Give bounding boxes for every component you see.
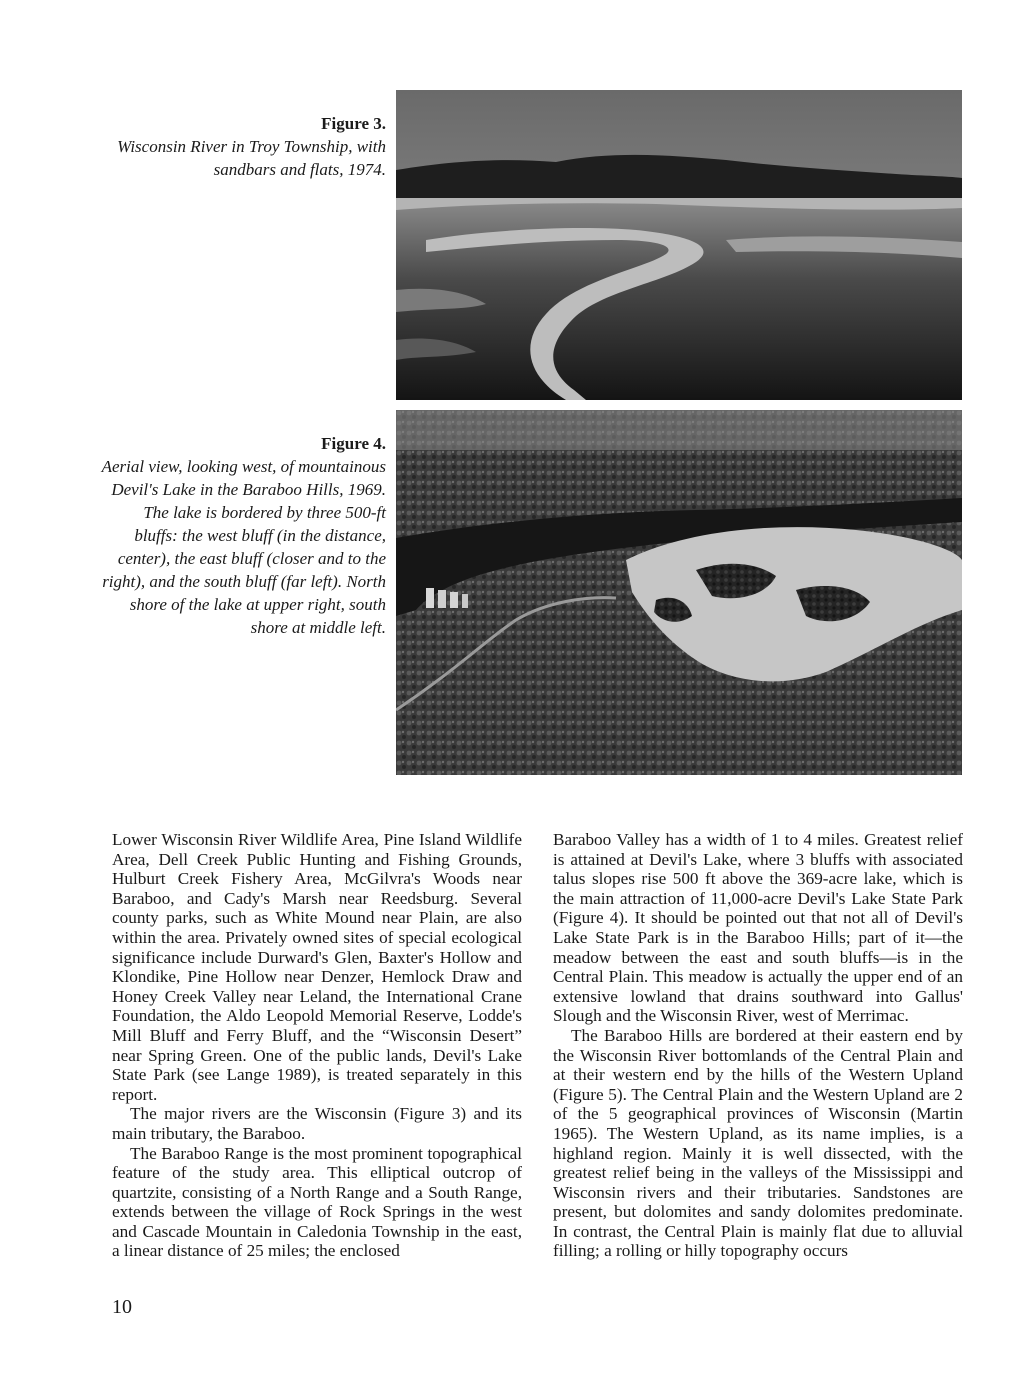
paragraph: The Baraboo Hills are bordered at their eastern end by the Wisconsin River bottomlands of the Central Plain and at their western end by the hills of the Western Upland (Figure 5). The Central Plain and the Western Upland are 2 of the 5 geographical provinces of Wisconsin (Martin 1965). The Western Upland, as its name implies, is a highland region. Mainly it is well dissected, with the greatest relief being in the valleys of the Mississippi and Wisconsin rivers and their tributaries. Sandstones are present, but dolomites and sandy dolomites predominate. In contrast, the Central Plain is mainly flat due to alluvial filling; a rolling or hilly topography occurs <box>553 1025 963 1261</box>
body-column-right <box>553 830 963 1261</box>
river-sandbar-photo <box>396 90 962 400</box>
figure-3-label: Figure 3. <box>321 114 386 133</box>
devils-lake-aerial-photo <box>396 410 962 775</box>
paragraph: The major rivers are the Wisconsin (Figure 3) and its main tributary, the Baraboo. <box>112 1104 522 1143</box>
figure-3-photo <box>396 90 962 400</box>
page-number: 10 <box>112 1296 132 1318</box>
paragraph: Lower Wisconsin River Wildlife Area, Pine Island Wildlife Area, Dell Creek Public Hunting and Fishing Grounds, Hulburt Creek Fishery Area, McGilvra's Woods near Baraboo, and Cady's Marsh near Reedsburg. Several county parks, such as White Mound near Plain, are also within the area. Privately owned sites of special ecological significance include Durward's Glen, Baxter's Hollow and Klondike, Pine Hollow near Denzer, Hemlock Draw and Honey Creek Valley near Leland, the International Crane Foundation, the Aldo Leopold Memorial Reserve, Lodde's Mill Bluff and Ferry Bluff, and the “Wisconsin Desert” near Spring Green. One of the public lands, Devil's Lake State Park (see Lange 1989), is treated separately in this report. <box>112 830 522 1104</box>
body-column-left <box>112 830 522 1261</box>
paragraph: The Baraboo Range is the most prominent topographical feature of the study area. This elliptical outcrop of quartzite, consisting of a North Range and a South Range, extends between the village of Rock Springs in the west and Cascade Mountain in Caledonia Township in the east, a linear distance of 25 miles; the enclosed <box>112 1143 522 1261</box>
figure-4-label: Figure 4. <box>321 434 386 453</box>
figure-3-caption <box>100 112 386 181</box>
figure-4-caption <box>100 432 386 639</box>
paragraph: Baraboo Valley has a width of 1 to 4 miles. Greatest relief is attained at Devil's Lake, where 3 bluffs with associated talus slopes rise 500 ft above the 369-acre lake, which is the main attraction of 11,000-acre Devil's Lake State Park (Figure 4). It should be pointed out that not all of Devil's Lake State Park is in the Baraboo Hills; part of it—the meadow between the east and south bluffs—is in the Central Plain. This meadow is actually the upper end of an extensive lowland that drains southward into Gallus' Slough and the Wisconsin River, west of Merrimac. <box>553 830 963 1026</box>
figure-3-caption-text: Wisconsin River in Troy Township, with sandbars and flats, 1974. <box>117 137 386 179</box>
figure-4-photo <box>396 410 962 775</box>
figure-4-caption-text: Aerial view, looking west, of mountainous Devil's Lake in the Baraboo Hills, 1969. The lake is bordered by three 500-ft bluffs: the west bluff (in the distance, center), the east bluff (closer and to the right), and the south bluff (far left). North shore of the lake at upper right, south shore at middle left. <box>101 457 386 637</box>
